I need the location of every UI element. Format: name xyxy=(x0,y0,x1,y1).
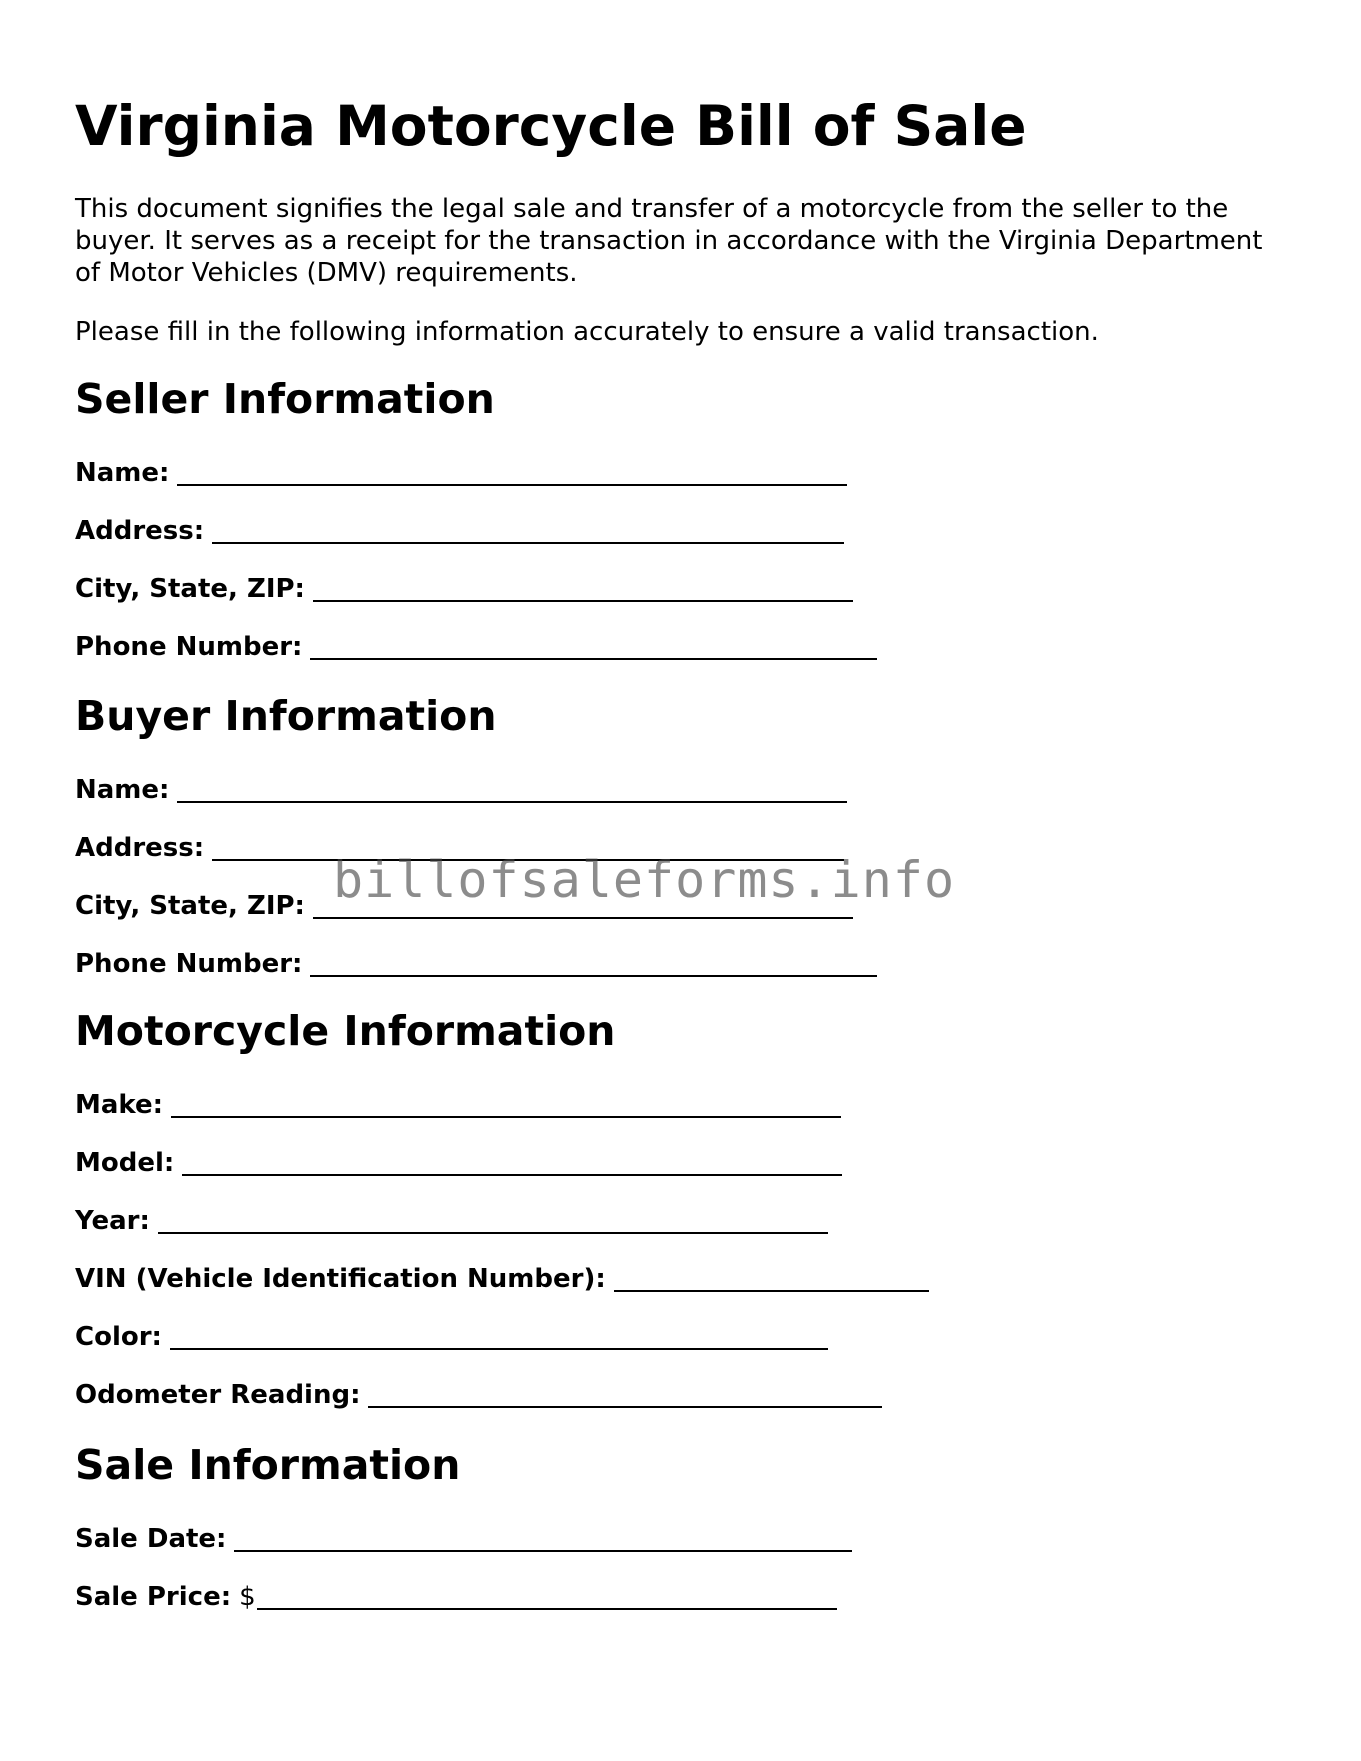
vin-field xyxy=(75,1261,929,1295)
year-label: Year: xyxy=(75,1206,150,1236)
sale-date-field xyxy=(75,1521,852,1555)
buyer-name-label: Name: xyxy=(75,775,170,805)
dollar-sign: $ xyxy=(239,1582,256,1612)
buyer-address-label: Address: xyxy=(75,833,205,863)
odometer-field xyxy=(75,1377,882,1411)
color-blank[interactable] xyxy=(170,1348,828,1350)
buyer-phone-blank[interactable] xyxy=(310,975,877,977)
model-label: Model: xyxy=(75,1148,175,1178)
seller-phone-blank[interactable] xyxy=(310,658,877,660)
seller-phone-field xyxy=(75,629,877,663)
color-field xyxy=(75,1319,828,1353)
motorcycle-section-heading: Motorcycle Information xyxy=(75,1007,616,1055)
intro-paragraph: This document signifies the legal sale and transfer of a motorcycle from the seller to the buyer. It serves as a receipt for the transaction in accordance with the Virginia Department of Motor Vehicles (DMV) requirements. xyxy=(75,194,1263,288)
sale-price-blank[interactable] xyxy=(257,1608,837,1610)
sale-section-heading: Sale Information xyxy=(75,1441,461,1489)
seller-city-blank[interactable] xyxy=(313,600,853,602)
buyer-phone-label: Phone Number: xyxy=(75,949,303,979)
buyer-name-field xyxy=(75,772,847,806)
seller-name-label: Name: xyxy=(75,458,170,488)
seller-name-blank[interactable] xyxy=(177,484,847,486)
seller-address-blank[interactable] xyxy=(212,542,844,544)
sale-date-blank[interactable] xyxy=(234,1550,852,1552)
seller-address-field xyxy=(75,513,844,547)
vin-blank[interactable] xyxy=(614,1290,929,1292)
odometer-label: Odometer Reading: xyxy=(75,1380,361,1410)
seller-city-field xyxy=(75,571,853,605)
sale-price-field xyxy=(75,1579,837,1613)
year-blank[interactable] xyxy=(158,1232,828,1234)
seller-city-label: City, State, ZIP: xyxy=(75,574,305,604)
make-label: Make: xyxy=(75,1090,164,1120)
buyer-section-heading: Buyer Information xyxy=(75,692,497,740)
seller-section-heading: Seller Information xyxy=(75,375,495,423)
watermark: billofsaleforms.info xyxy=(333,851,956,909)
buyer-phone-field xyxy=(75,946,877,980)
buyer-city-label: City, State, ZIP: xyxy=(75,891,305,921)
buyer-city-blank[interactable] xyxy=(313,917,853,919)
model-blank[interactable] xyxy=(182,1174,842,1176)
document-title: Virginia Motorcycle Bill of Sale xyxy=(75,94,1027,158)
sale-date-label: Sale Date: xyxy=(75,1524,227,1554)
buyer-name-blank[interactable] xyxy=(177,801,847,803)
year-field xyxy=(75,1203,828,1237)
model-field xyxy=(75,1145,842,1179)
sale-price-label: Sale Price: xyxy=(75,1582,232,1612)
instruction-paragraph: Please fill in the following information accurately to ensure a valid transaction. xyxy=(75,317,1099,347)
vin-label: VIN (Vehicle Identification Number): xyxy=(75,1264,606,1294)
seller-address-label: Address: xyxy=(75,516,205,546)
seller-phone-label: Phone Number: xyxy=(75,632,303,662)
seller-name-field xyxy=(75,455,847,489)
make-field xyxy=(75,1087,841,1121)
make-blank[interactable] xyxy=(171,1116,841,1118)
color-label: Color: xyxy=(75,1322,162,1352)
odometer-blank[interactable] xyxy=(368,1406,882,1408)
